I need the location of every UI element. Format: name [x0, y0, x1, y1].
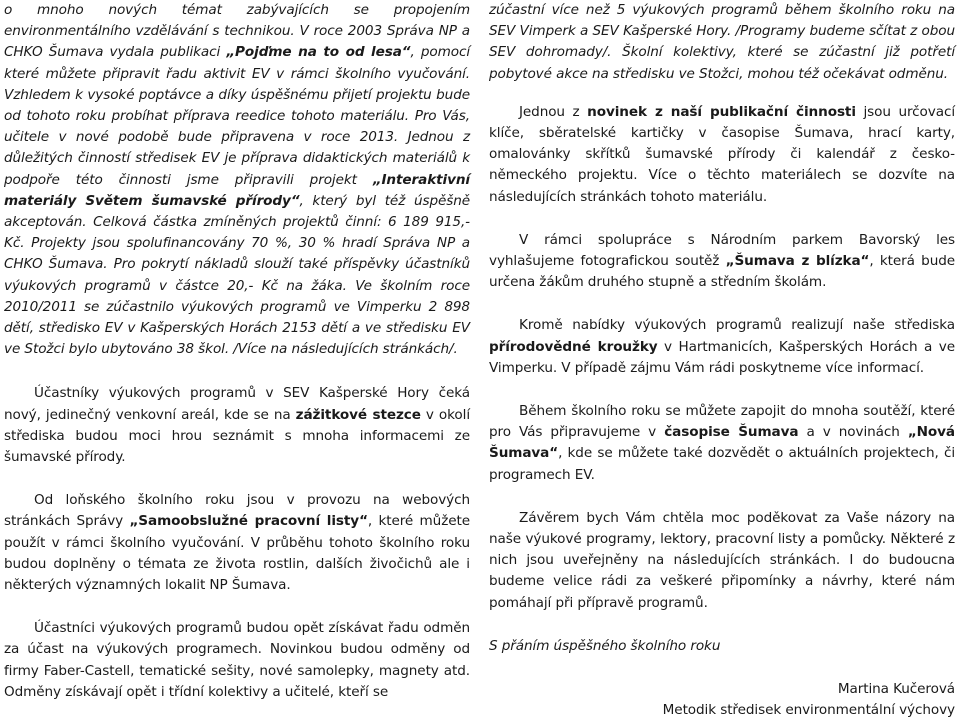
text-run: Účastníci výukových programů budou opět získávat řadu odměn za účast na výukových programech. Novinkou budou odměny od firmy Faber-Castell, tematické sešity, nové samolepky, magnety atd. Odměny získávají opět i třídní kolektivy a učitelé, kteří se: [4, 620, 470, 700]
emphasis-text: zážitkové stezce: [295, 406, 421, 423]
text-run: Účastníky výukových programů v SEV Kašperské Hory čeká nový, jedinečný venkovní areál, kde se na: [4, 385, 470, 423]
text-run: , kde se můžete také dozvědět o aktuálních projektech, či programech EV.: [489, 445, 955, 483]
paragraph: [489, 0, 955, 85]
signature-title: Metodik středisek environmentální výchovy: [662, 702, 955, 719]
emphasis-text: „Šumava z blízka“: [725, 253, 870, 270]
text-run: Jednou z: [519, 103, 588, 120]
text-run: Závěrem bych Vám chtěla moc poděkovat za Vaše názory na naše výukové programy, lektory, pracovní listy a pomůcky. Některé z nich jsou uveřejněny na následujících stránkách. I do budoucna budeme velice rádi za veškeré připomínky a návrhy, které nám pomáhají při přípravě programů.: [489, 509, 955, 611]
paragraph: [4, 383, 470, 468]
paragraph: [4, 618, 470, 703]
paragraph: [4, 0, 470, 360]
paragraph: [489, 230, 955, 294]
text-run: a v novinách: [798, 424, 908, 441]
paragraph: [489, 315, 955, 379]
text-run: Během školního roku se můžete zapojit do mnoha soutěží, které pro Vás připravujeme v: [489, 403, 955, 441]
closing-line: S přáním úspěšného školního roku: [489, 637, 721, 654]
text-run: Kromě nabídky výukových programů realizují naše střediska: [519, 317, 955, 334]
paragraph: [489, 401, 955, 486]
paragraph: [489, 508, 955, 614]
emphasis-text: „Nová Šumava“: [489, 424, 955, 462]
emphasis-text: přírodovědné kroužky: [489, 338, 658, 355]
paragraph: [4, 490, 470, 596]
emphasis-text: „Samoobslužné pracovní listy“: [129, 513, 368, 530]
emphasis-text: „Interaktivní materiály Světem šumavské přírody“: [4, 171, 470, 209]
text-run: V rámci spolupráce s Národním parkem Bavorský les vyhlašujeme fotografickou soutěž: [489, 231, 955, 270]
text-run: , které můžete použít v rámci školního vyučování. V průběhu tohoto školního roku budou doplněny o témata ze života rostlin, dalších živočichů ale i některých významných lokalit NP Šumava.: [4, 513, 470, 594]
text-run: v okolí střediska budou moci hrou seznámit s mnoha informacemi ze šumavské přírody.: [4, 406, 471, 466]
text-run: Od loňského školního roku jsou v provozu na webových stránkách Správy: [4, 492, 470, 530]
text-run: zúčastní více než 5 výukových programů během školního roku na SEV Vimperk a SEV Kašperské Hory. /Programy budeme sčítat z obou SEV dohromady/. Školní kolektivy, které se zúčastní již potřetí pobytové akce na středisku ve Stožci, mohou též očekávat odměnu.: [489, 2, 955, 82]
emphasis-text: časopise Šumava: [664, 424, 799, 441]
paragraph: [489, 102, 955, 208]
emphasis-text: novinek z naší publikační činnosti: [587, 103, 856, 120]
text-run: v Hartmanicích, Kašperských Horách a ve Vimperku. V případě zájmu Vám rádi poskytneme více informací.: [489, 338, 955, 376]
left-column: [4, 0, 470, 703]
right-column: [489, 0, 955, 721]
text-run: o mnoho nových témat zabývajících se propojením environmentálního vzdělávání s technikou. V roce 2003 Správa NP a CHKO Šumava vydala publikaci: [4, 2, 470, 61]
emphasis-text: „Pojďme na to od lesa“: [226, 44, 411, 61]
text-run: , který byl též úspěšně akceptován. Celková částka zmíněných projektů činní: 6 189 915,- Kč. Projekty jsou spolufinancovány 70 %, 30 % hradí Správa NP a CHKO Šumava. Pro pokrytí nákladů slouží také příspěvky účastníků výukových programů v částce 20,- Kč na žáka. Ve školním roce 2010/2011 se zúčastnilo výukových programů ve Vimperku 2 898 dětí, středisko EV v Kašperských Horách 2153 dětí a ve středisku EV ve Stožci bylo ubytováno 38 škol. /Více na následujících stránkách/.: [4, 192, 471, 358]
text-run: , která bude určena žákům druhého stupně a středním školám.: [489, 253, 956, 291]
text-run: jsou určovací klíče, sběratelské kartičky v časopise Šumava, hrací karty, omalovánky skřítků šumavské přírody či kalendář z česko-německého projektu. Více o těchto materiálech se dozvíte na následujících stránkách tohoto materiálu.: [489, 103, 956, 205]
text-run: , pomocí které můžete připravit řadu aktivit EV v rámci školního vyučování. Vzhledem k vysoké poptávce a díky úspěšnému přijetí projektu bude od tohoto roku probíhat příprava reedice tohoto materiálu. Pro Vás, učitele v nové podobě bude připravena v roce 2013. Jednou z důležitých činností středisek EV je příprava didaktických materiálů k podpoře této činnosti jsme připravili projekt: [4, 44, 471, 188]
signature-name: Martina Kučerová: [837, 681, 955, 698]
